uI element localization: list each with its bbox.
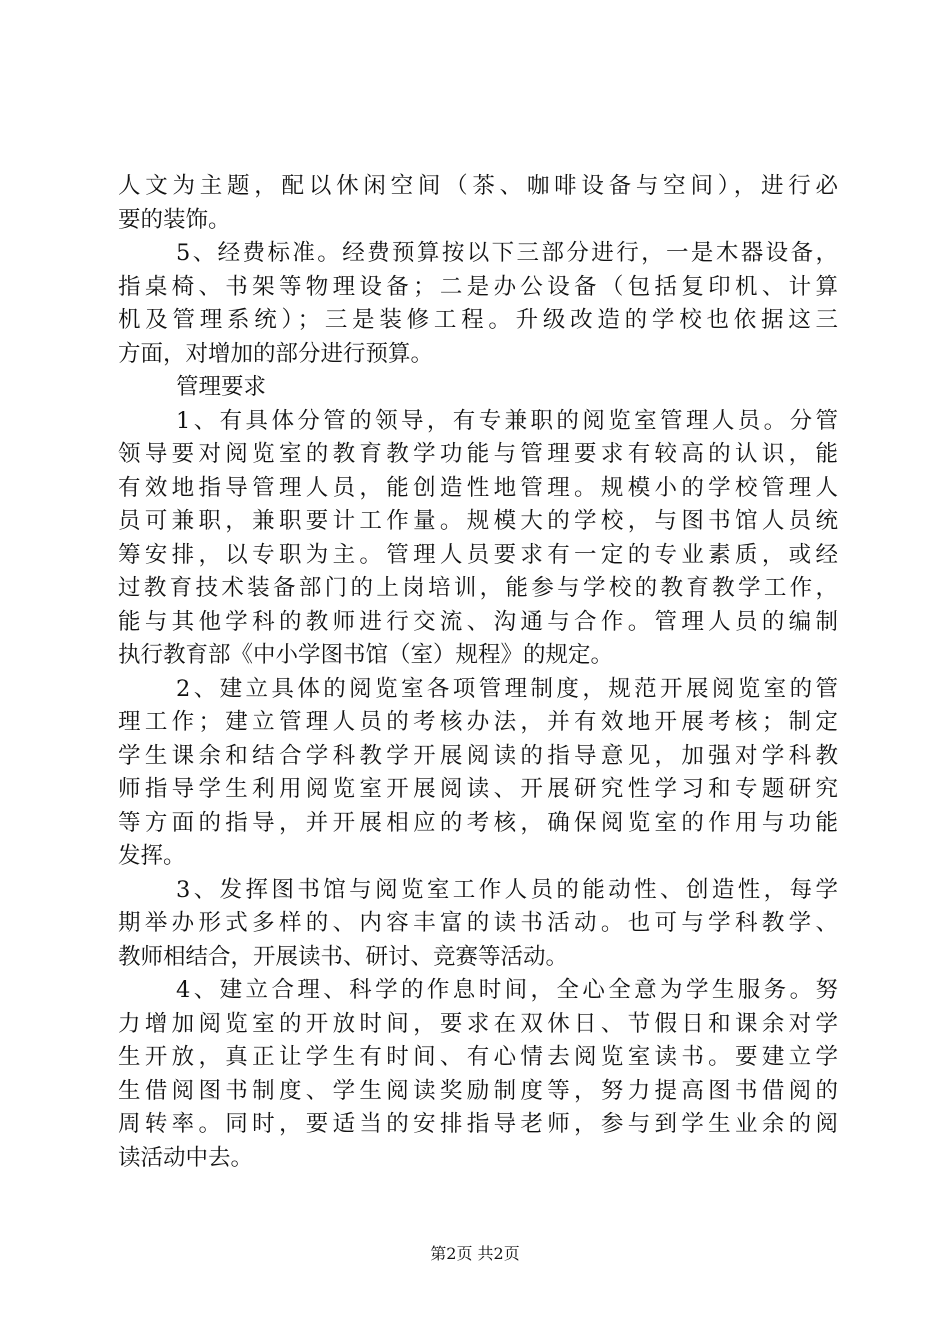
text-line: 理工作；建立管理人员的考核办法，并有效地开展考核；制定	[118, 709, 838, 735]
text-line: 1、有具体分管的领导，有专兼职的阅览室管理人员。分管	[176, 407, 838, 434]
text-line: 员可兼职，兼职要计工作量。规模大的学校，与图书馆人员统	[118, 508, 838, 534]
text-line: 2、建立具体的阅览室各项管理制度，规范开展阅览室的管	[176, 675, 838, 702]
document-body	[118, 170, 838, 1175]
text-line: 方面，对增加的部分进行预算。	[118, 340, 434, 367]
text-line: 力增加阅览室的开放时间，要求在双休日、节假日和课余对学	[118, 1010, 838, 1037]
text-line: 生借阅图书制度、学生阅读奖励制度等，努力提高图书借阅的	[118, 1077, 838, 1104]
text-line: 能与其他学科的教师进行交流、沟通与合作。管理人员的编制	[118, 608, 838, 635]
text-line: 师指导学生利用阅览室开展阅读、开展研究性学习和专题研究	[118, 776, 838, 802]
text-line: 领导要对阅览室的教育教学功能与管理要求有较高的认识，能	[118, 441, 838, 467]
text-line: 发挥。	[118, 843, 186, 869]
text-line: 3、发挥图书馆与阅览室工作人员的能动性、创造性，每学	[176, 876, 838, 903]
text-line: 机及管理系统）；三是装修工程。升级改造的学校也依据这三	[118, 307, 838, 333]
text-line: 生开放，真正让学生有时间、有心情去阅览室读书。要建立学	[118, 1044, 838, 1070]
text-line: 要的装饰。	[118, 206, 231, 233]
text-line: 指桌椅、书架等物理设备；二是办公设备（包括复印机、计算	[118, 273, 838, 300]
text-line: 人文为主题，配以休闲空间（茶、咖啡设备与空间），进行必	[118, 173, 838, 199]
text-line: 学生课余和结合学科教学开展阅读的指导意见，加强对学科教	[118, 742, 838, 769]
text-line: 有效地指导管理人员，能创造性地管理。规模小的学校管理人	[118, 474, 838, 501]
text-line: 期举办形式多样的、内容丰富的读书活动。也可与学科教学、	[118, 910, 838, 936]
text-line: 等方面的指导，并开展相应的考核，确保阅览室的作用与功能	[118, 809, 838, 836]
text-line: 周转率。同时，要适当的安排指导老师，参与到学生业余的阅	[118, 1111, 838, 1137]
text-line: 执行教育部《中小学图书馆（室）规程》的规定。	[118, 642, 614, 668]
text-line: 4、建立合理、科学的作息时间，全心全意为学生服务。努	[176, 977, 838, 1003]
text-line: 5、经费标准。经费预算按以下三部分进行，一是木器设备，	[176, 240, 838, 266]
text-line: 管理要求	[176, 374, 267, 400]
text-line: 过教育技术装备部门的上岗培训，能参与学校的教育教学工作，	[118, 575, 838, 601]
page-footer: 第2页 共2页	[430, 1244, 520, 1263]
text-line: 教师相结合，开展读书、研讨、竞赛等活动。	[118, 943, 569, 970]
text-line: 读活动中去。	[118, 1144, 254, 1171]
text-line: 筹安排，以专职为主。管理人员要求有一定的专业素质，或经	[118, 541, 838, 568]
